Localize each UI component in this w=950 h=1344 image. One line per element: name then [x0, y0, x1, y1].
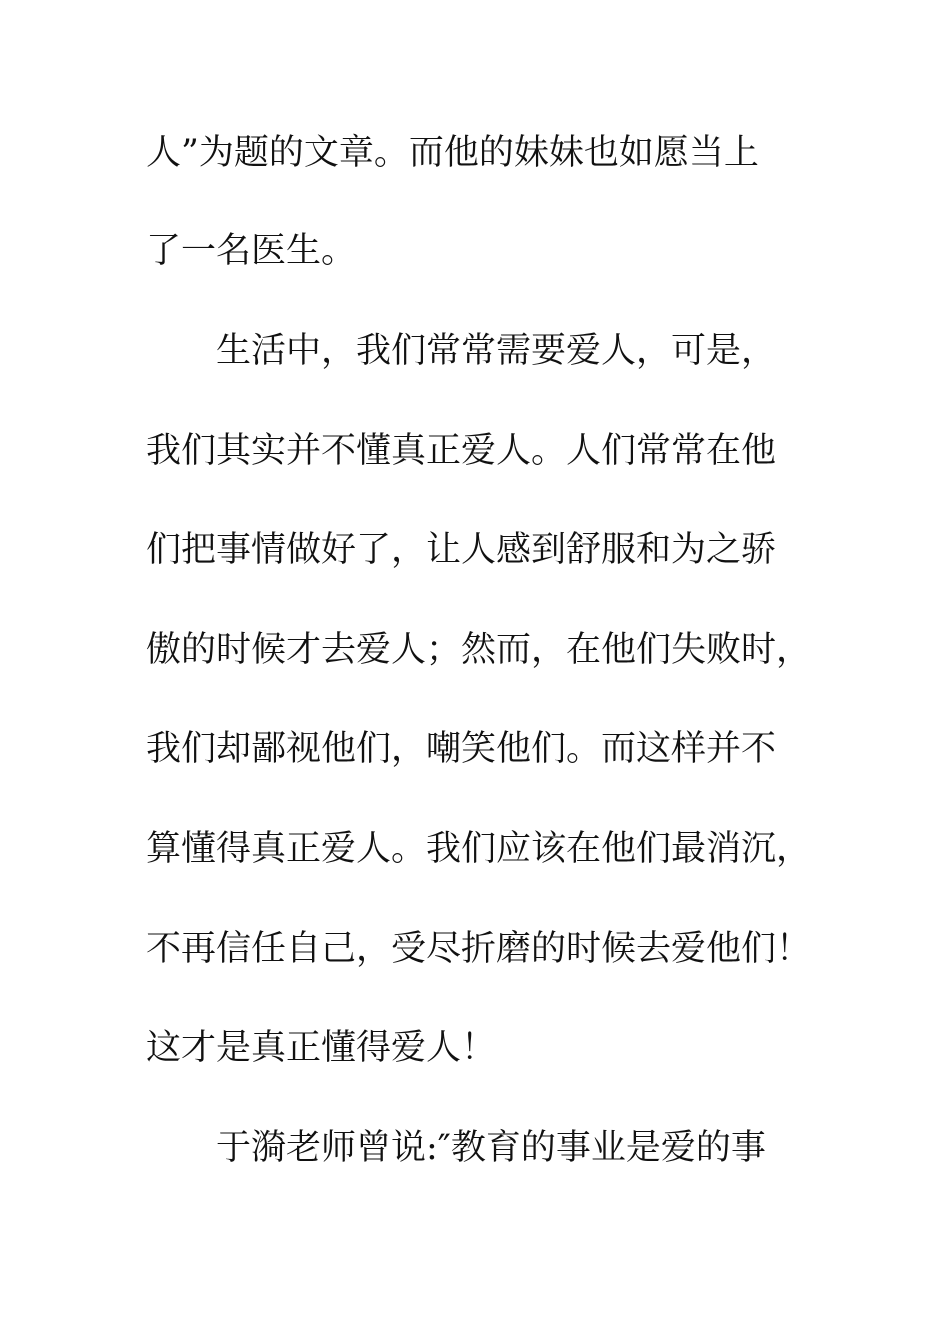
text-line: 人”为题的文章。而他的妹妹也如愿当上: [146, 133, 759, 173]
text-line: 这才是真正懂得爱人！: [146, 1028, 497, 1068]
paragraph-start-line: 于漪老师曾说:″教育的事业是爱的事: [216, 1128, 766, 1168]
text-line: 们把事情做好了，让人感到舒服和为之骄: [146, 530, 777, 570]
text-line: 我们却鄙视他们，嘲笑他们。而这样并不: [146, 729, 777, 769]
text-line: 算懂得真正爱人。我们应该在他们最消沉，: [146, 829, 812, 869]
text-line: 不再信任自己，受尽折磨的时候去爱他们！: [146, 929, 812, 969]
text-line: 傲的时候才去爱人；然而，在他们失败时，: [146, 630, 812, 670]
paragraph-start-line: 生活中，我们常常需要爱人，可是，: [216, 331, 777, 371]
text-line: 了一名医生。: [146, 231, 357, 271]
text-line: 我们其实并不懂真正爱人。人们常常在他: [146, 431, 777, 471]
